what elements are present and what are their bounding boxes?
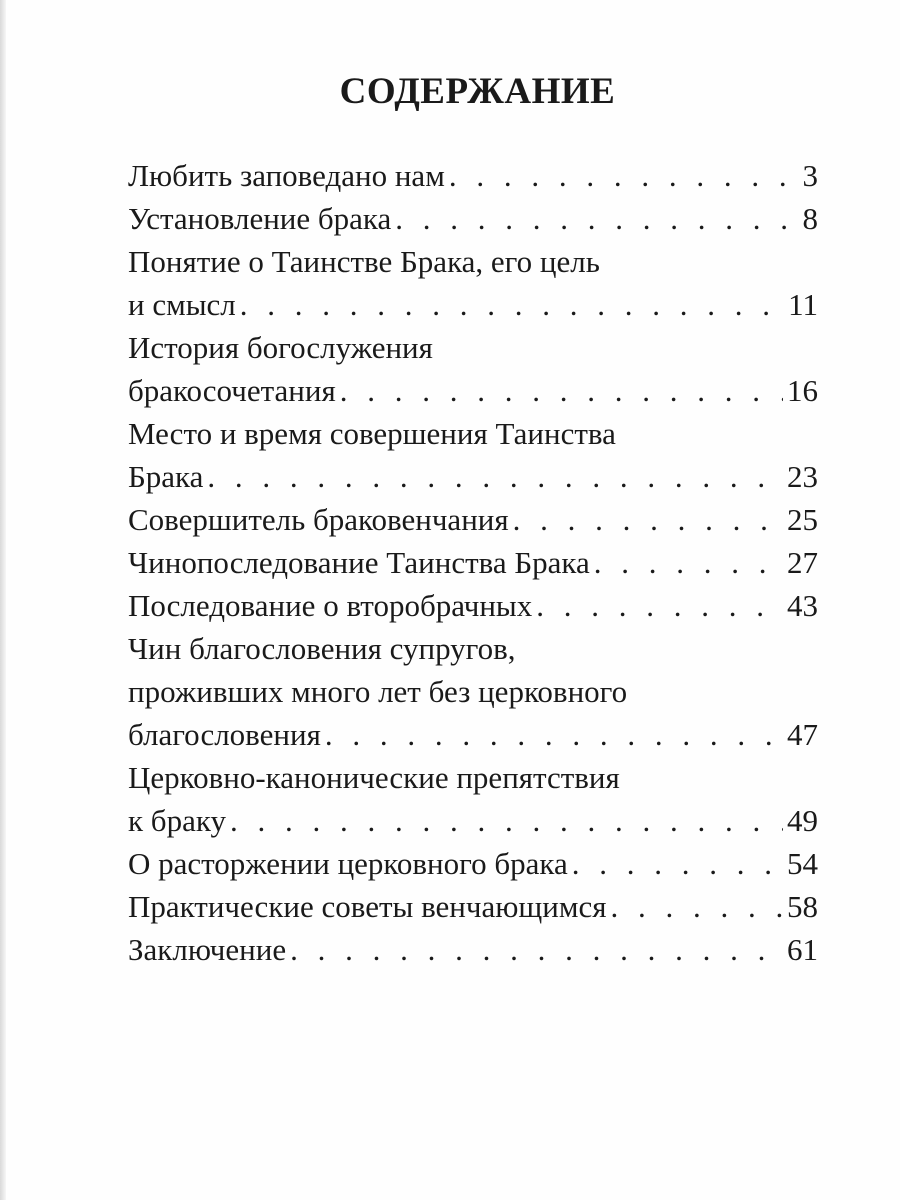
page-number: 49 — [787, 803, 818, 838]
table-of-contents — [128, 154, 818, 971]
toc-entry-title: и смысл — [128, 287, 236, 322]
dot-leader — [207, 455, 783, 498]
toc-entry-title: бракосочетания — [128, 373, 336, 408]
dot-leader — [240, 283, 784, 326]
toc-entry-title: Установление брака — [128, 201, 392, 236]
dot-leader — [325, 713, 783, 756]
page-number: 43 — [787, 588, 818, 623]
toc-entry — [128, 326, 818, 412]
toc-entry — [128, 885, 818, 928]
page-number: 8 — [802, 201, 818, 236]
toc-entry-title: Место и время совершения Таинства — [128, 416, 616, 451]
toc-entry — [128, 928, 818, 971]
toc-entry-title: История богослужения — [128, 330, 433, 365]
page-number: 23 — [787, 459, 818, 494]
toc-entry-title: Заключение — [128, 932, 287, 967]
page-number: 16 — [787, 373, 818, 408]
toc-entry — [128, 240, 818, 326]
toc-entry — [128, 498, 818, 541]
page-number: 61 — [787, 932, 818, 967]
toc-entry-title: Брака — [128, 459, 204, 494]
page-number: 25 — [787, 502, 818, 537]
toc-entry — [128, 541, 818, 584]
dot-leader — [230, 799, 783, 842]
toc-entry-title: Совершитель браковенчания — [128, 502, 509, 537]
page-number: 58 — [787, 889, 818, 924]
toc-entry-title: Любить заповедано нам — [128, 158, 445, 193]
page-number: 54 — [787, 846, 818, 881]
dot-leader — [290, 928, 783, 971]
toc-entry — [128, 154, 818, 197]
toc-entry-title: О расторжении церковного брака — [128, 846, 568, 881]
toc-entry-title: Чин благословения супругов, — [128, 631, 516, 666]
page-number: 47 — [787, 717, 818, 752]
toc-entry-title: Практические советы венчающимся — [128, 889, 607, 924]
dot-leader — [611, 885, 784, 928]
toc-entry — [128, 756, 818, 842]
toc-entry — [128, 627, 818, 756]
toc-entry — [128, 584, 818, 627]
dot-leader — [572, 842, 783, 885]
toc-entry-title: Последование о второбрачных — [128, 588, 533, 623]
dot-leader — [449, 154, 799, 197]
page-number: 3 — [802, 158, 818, 193]
toc-entry — [128, 842, 818, 885]
toc-entry-title: к браку — [128, 803, 226, 838]
toc-entry-title: благословения — [128, 717, 321, 752]
toc-entry-title: Церковно-канонические препятствия — [128, 760, 620, 795]
dot-leader — [340, 369, 783, 412]
dot-leader — [536, 584, 783, 627]
page-number: 11 — [788, 287, 818, 322]
page-edge — [0, 0, 6, 1200]
dot-leader — [395, 197, 798, 240]
toc-entry-title: Понятие о Таинстве Брака, его цель — [128, 244, 600, 279]
toc-entry-title: проживших много лет без церковного — [128, 674, 628, 709]
page-number: 27 — [787, 545, 818, 580]
toc-entry — [128, 412, 818, 498]
page-title: СОДЕРЖАНИЕ — [339, 71, 616, 112]
dot-leader — [594, 541, 783, 584]
dot-leader — [513, 498, 783, 541]
toc-entry — [128, 197, 818, 240]
toc-entry-title: Чинопоследование Таинства Брака — [128, 545, 590, 580]
